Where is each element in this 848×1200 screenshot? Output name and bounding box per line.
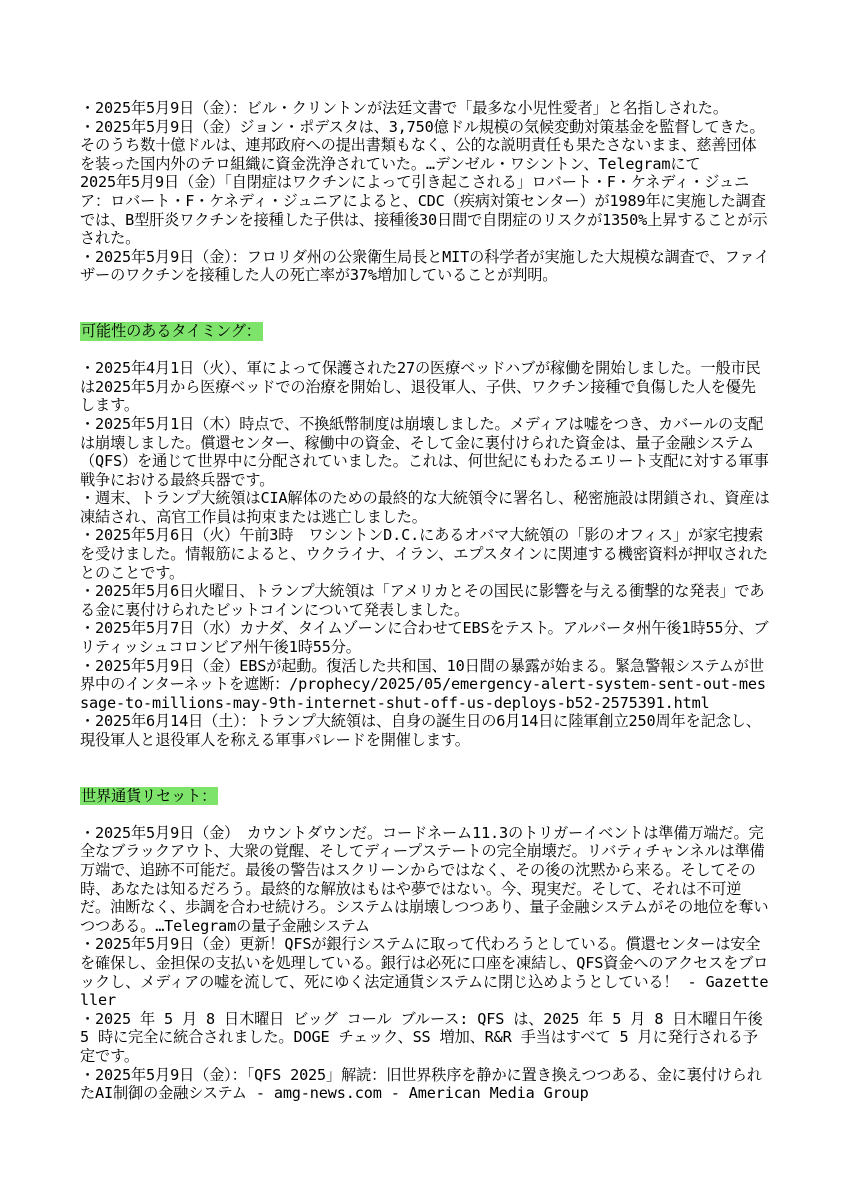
paragraph: ・2025年5月7日（水）カナダ、タイムゾーンに合わせてEBSをテスト。アルバータ州午後1時55分、ブリティッシュコロンビア州午後1時55分。 [80,619,769,657]
spacer [80,341,770,360]
paragraph: ・2025年6月14日（土）：トランプ大統領は、自身の誕生日の6月14日に陸軍創立250周年を記念し、現役軍人と退役軍人を称える軍事パレードを開催します。 [80,712,761,749]
paragraph: ・2025年5月6日（火）午前3時 ワシントンD.C.にあるオバマ大統領の「影のオフィス」が家宅捜索を受けました。情報筋によると、ウクライナ、イラン、エプスタインに関連する機密資料が押収されたとのことです。 [80,526,769,582]
paragraph: ・2025年5月9日（金）：「QFS 2025」解読：旧世界秩序を静かに置き換えつつある、金に裏付けられたAI制御の金融システム - amg-news.com - American Media Group [80,1065,762,1103]
paragraph: ・週末、トランプ大統領はCIA解体のための最終的な大統領令に署名し、秘密施設は閉鎖され、資産は凍結され、高官工作員は拘束または逃亡しました。 [80,489,770,526]
section-world-currency-reset [80,787,770,1103]
paragraph: ・2025年5月9日（金）：ビル・クリントンが法廷文書で「最多な小児性愛者」と名指しされた。 [80,99,728,117]
section-heading-wrap [80,322,770,341]
section-heading-wrap [80,787,770,806]
paragraph: ・2025年5月9日（金）ジョン・ポデスタは、3,750億ドル規模の気候変動対策基金を監督してきた。そのうち数十億ドルは、連邦政府への提出書類もなく、公的な説明責任も果たさないまま、慈善団体を装った国内外のテロ組織に資金洗浄されていた。…デンゼル・ワシントン、Telegramにて [80,117,765,173]
document-page [80,99,770,1103]
paragraph: ・2025年5月9日（金）EBSが起動。復活した共和国、10日間の暴露が始まる。緊急警報システムが世界中のインターネットを遮断：/prophecy/2025/05/emergency-alert-system-sent-out-message-to-millions-may-9th-internet-shut-off-us-deploys-b52-2575391.html [80,656,766,712]
section-possible-timing [80,322,770,750]
spacer [80,750,770,787]
section-heading: 可能性のあるタイミング： [81,321,261,340]
paragraph: ・2025年5月1日（木）時点で、不換紙幣制度は崩壊しました。メディアは嘘をつき、カバールの支配は崩壊しました。償還センター、稼働中の資金、そして金に裏付けられた資金は、量子金融システム（QFS）を通じて世界中に分配されていました。これは、何世紀にもわたるエリート支配に対する軍事戦争における最終兵器です。 [80,414,769,489]
paragraph: 2025年5月9日（金）「自閉症はワクチンによって引き起こされる」ロバート・F・ケネディ・ジュニア：ロバート・F・ケネディ・ジュニアによると、CDC（疾病対策センター）が1989年に実施した調査では、B型肝炎ワクチンを接種した子供は、接種後30日間で自閉症のリスクが1350%上昇することが示された。 [80,173,768,248]
section-recent-events [80,99,770,285]
paragraph: ・2025年5月9日（金）更新！QFSが銀行システムに取って代わろうとしている。償還センターは安全を確保し、金担保の支払いを処理している。銀行は必死に口座を凍結し、QFS資金へのアクセスをブロックし、メディアの嘘を流して、死にゆく法定通貨システムに閉じ込めようとしている！ - Gazetteller [80,935,769,1010]
paragraph: ・2025年5月6日火曜日、トランプ大統領は「アメリカとその国民に影響を与える衝撃的な発表」である金に裏付けられたビットコインについて発表しました。 [80,582,765,619]
spacer [80,805,770,824]
paragraph: ・2025年4月1日（火）、軍によって保護された27の医療ベッドハブが稼働を開始しました。一般市民は2025年5月から医療ベッドでの治療を開始し、退役軍人、子供、ワクチン接種で負傷した人を優先します。 [80,359,761,415]
paragraph: ・2025 年 5 月 8 日木曜日 ビッグ コール ブルース: QFS は、2025 年 5 月 8 日木曜日午後 5 時に完全に統合されました。DOGE チェック、SS 増加、R&R 手当はすべて 5 月に発行される予定です。 [80,1009,763,1065]
paragraph: ・2025年5月9日（金） カウントダウンだ。コードネーム11.3のトリガーイベントは準備万端だ。完全なブラックアウト、大衆の覚醒、そしてディープステートの完全崩壊だ。リバティチャンネルは準備万端で、追跡不可能だ。最後の警告はスクリーンからではなく、その後の沈黙から来る。そしてその時、あなたは知るだろう。最終的な解放はもはや夢ではない。今、現実だ。そして、それは不可逆だ。油断なく、歩調を合わせ続けろ。システムは崩壊しつつあり、量子金融システムがその地位を奪いつつある。…Telegramの量子金融システム [80,823,769,935]
section-heading: 世界通貨リセット： [81,786,217,805]
paragraph: ・2025年5月9日（金）：フロリダ州の公衆衛生局長とMITの科学者が実施した大規模な調査で、ファイザーのワクチンを接種した人の死亡率が37%増加していることが判明。 [80,247,770,285]
spacer [80,285,770,322]
